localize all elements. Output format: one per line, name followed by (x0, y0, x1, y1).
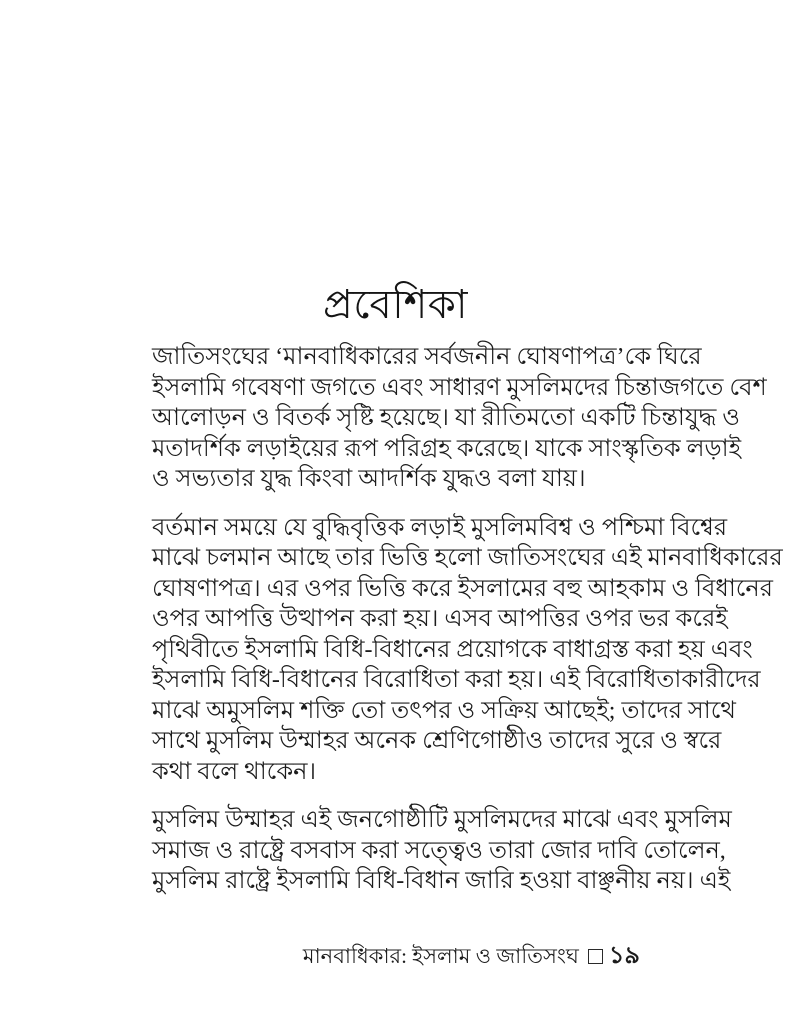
paragraph (152, 513, 783, 788)
text-line: পৃথিবীতে ইসলামি বিধি-বিধানের প্রয়োগকে বাধাগ্রস্ত করা হয় এবং (152, 636, 753, 663)
text-line: বর্তমান সময়ে যে বুদ্ধিবৃত্তিক লড়াই মুসলিমবিশ্ব ও পশ্চিমা বিশ্বের (152, 514, 728, 541)
page-footer (152, 941, 640, 971)
text-line: সমাজ ও রাষ্ট্রে বসবাস করা সত্ত্বেও তারা জোর দাবি তোলেন, (152, 837, 726, 864)
text-line: সাথে মুসলিম উম্মাহর অনেক শ্রেণিগোষ্ঠীও তাদের সুরে ও স্বরে (152, 728, 722, 754)
square-outline-icon (588, 949, 603, 964)
text-line: ওপর আপত্তি উত্থাপন করা হয়। এসব আপত্তির ওপর ভর করেই (152, 606, 728, 632)
text-line: জাতিসংঘের ‘মানবাধিকারের সর্বজনীন ঘোষণাপত্র’কে ঘিরে (152, 344, 702, 370)
text-line: ঘোষণাপত্র। এর ওপর ভিত্তি করে ইসলামের বহু আহকাম ও বিধানের (152, 575, 773, 602)
text-line: কথা বলে থাকেন। (152, 758, 317, 785)
text-line: মাঝে চলমান আছে তার ভিত্তি হলো জাতিসংঘের এই মানবাধিকারের (152, 545, 783, 571)
page-title: প্রবেশিকা (323, 281, 468, 327)
paragraph (152, 805, 732, 897)
text-line: মুসলিম রাষ্ট্রে ইসলামি বিধি-বিধান জারি হওয়া বাঞ্ছনীয় নয়। এই (152, 868, 731, 894)
text-line: মুসলিম উম্মাহর এই জনগোষ্ঠীটি মুসলিমদের মাঝে এবং মুসলিম (152, 807, 732, 833)
text-line: মাঝে অমুসলিম শক্তি তো তৎপর ও সক্রিয় আছেই; তাদের সাথে (152, 697, 736, 724)
body-text (152, 342, 783, 897)
text-line: মতাদর্শিক লড়াইয়ের রূপ পরিগ্রহ করেছে। যাকে সাংস্কৃতিক লড়াই (152, 435, 742, 462)
text-line: ইসলামি বিধি-বিধানের বিরোধিতা করা হয়। এই বিরোধিতাকারীদের (152, 667, 761, 693)
running-title: মানবাধিকার: ইসলাম ও জাতিসংঘ (302, 944, 579, 968)
text-line: আলোড়ন ও বিতর্ক সৃষ্টি হয়েছে। যা রীতিমতো একটি চিন্তাযুদ্ধ ও (152, 405, 740, 431)
text-line: ও সভ্যতার যুদ্ধ কিংবা আদর্শিক যুদ্ধও বলা যায়। (152, 466, 586, 492)
text-line: ইসলামি গবেষণা জগতে এবং সাধারণ মুসলিমদের চিন্তাজগতে বেশ (152, 374, 767, 401)
paragraph (152, 342, 767, 495)
page-number: ১৯ (608, 943, 640, 969)
